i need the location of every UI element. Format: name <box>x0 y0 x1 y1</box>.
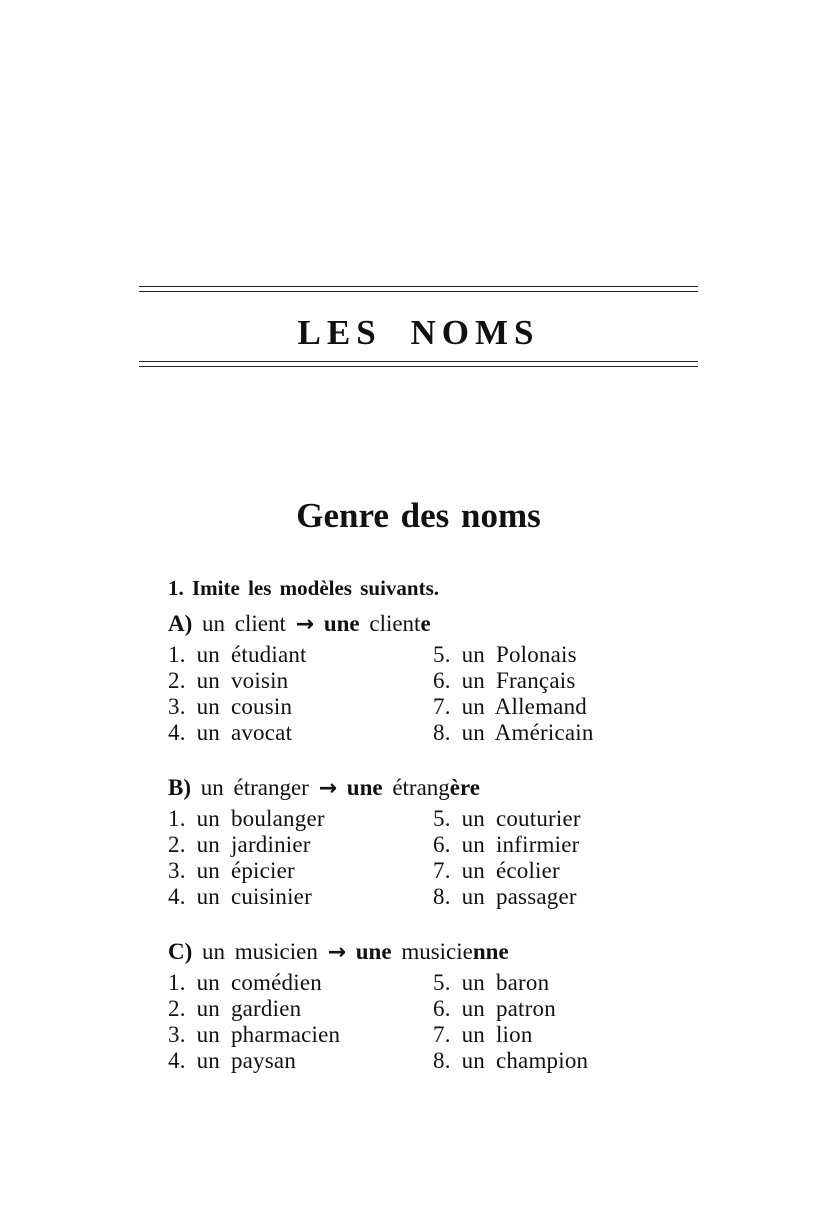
model-result-ending: e <box>420 611 431 636</box>
list-item: 1. un boulanger <box>168 806 325 831</box>
list-item: 4. un cuisinier <box>168 884 312 909</box>
list-item: 8. un passager <box>433 884 577 909</box>
model-result-ending: ère <box>449 775 481 800</box>
header-rule-bottom-2 <box>139 366 698 367</box>
section-title: Genre des noms <box>296 496 541 535</box>
list-item: 4. un paysan <box>168 1048 297 1073</box>
arrow-right-icon: → <box>318 776 338 801</box>
header-rule-bottom-1 <box>139 361 698 362</box>
group-letter: A) <box>168 611 193 636</box>
list-item: 1. un étudiant <box>168 642 307 667</box>
list-item: 6. un Français <box>433 668 576 693</box>
list-item: 5. un baron <box>433 970 550 995</box>
model-result-stem: client <box>369 611 421 636</box>
model-result-ending: nne <box>472 939 509 964</box>
group-letter: B) <box>168 775 191 800</box>
chapter-title: LES NOMS <box>297 313 540 352</box>
header-rule-top-1 <box>139 286 698 287</box>
list-item: 6. un patron <box>433 996 556 1021</box>
list-item: 8. un champion <box>433 1048 589 1073</box>
model-result <box>392 775 480 800</box>
exercise-group-a <box>168 609 688 746</box>
list-item: 7. un lion <box>433 1022 533 1047</box>
model-determiner: une <box>355 939 392 964</box>
exercise-instruction: 1. Imite les modèles suivants. <box>168 576 439 600</box>
model-result-stem: musicie <box>401 939 473 964</box>
model-result <box>369 611 430 636</box>
list-item: 1. un comédien <box>168 970 322 995</box>
exercise-group-c <box>168 937 688 1074</box>
exercise-group-b <box>168 773 688 910</box>
list-item: 2. un jardinier <box>168 832 311 857</box>
model-determiner: une <box>346 775 383 800</box>
list-item: 4. un avocat <box>168 720 293 745</box>
model-determiner: une <box>323 611 360 636</box>
group-letter: C) <box>168 939 193 964</box>
model-base: un étranger <box>200 775 309 800</box>
list-item: 2. un gardien <box>168 996 302 1021</box>
list-item: 3. un pharmacien <box>168 1022 341 1047</box>
arrow-right-icon: → <box>327 940 347 965</box>
model-sentence <box>168 937 688 967</box>
header-rule-top-2 <box>139 291 698 292</box>
list-item: 7. un écolier <box>433 858 560 883</box>
list-item: 6. un infirmier <box>433 832 580 857</box>
exercise-item-list <box>168 806 688 910</box>
model-result <box>401 939 508 964</box>
list-item: 3. un cousin <box>168 694 293 719</box>
list-item: 2. un voisin <box>168 668 289 693</box>
model-sentence <box>168 773 688 803</box>
model-result-stem: étrang <box>392 775 450 800</box>
list-item: 7. un Allemand <box>433 694 587 719</box>
list-item: 8. un Américain <box>433 720 594 745</box>
model-base: un client <box>202 611 286 636</box>
arrow-right-icon: → <box>295 612 315 637</box>
model-sentence <box>168 609 688 639</box>
exercise-item-list <box>168 642 688 746</box>
model-base: un musicien <box>202 939 318 964</box>
list-item: 3. un épicier <box>168 858 295 883</box>
list-item: 5. un couturier <box>433 806 581 831</box>
exercise-item-list <box>168 970 688 1074</box>
list-item: 5. un Polonais <box>433 642 577 667</box>
